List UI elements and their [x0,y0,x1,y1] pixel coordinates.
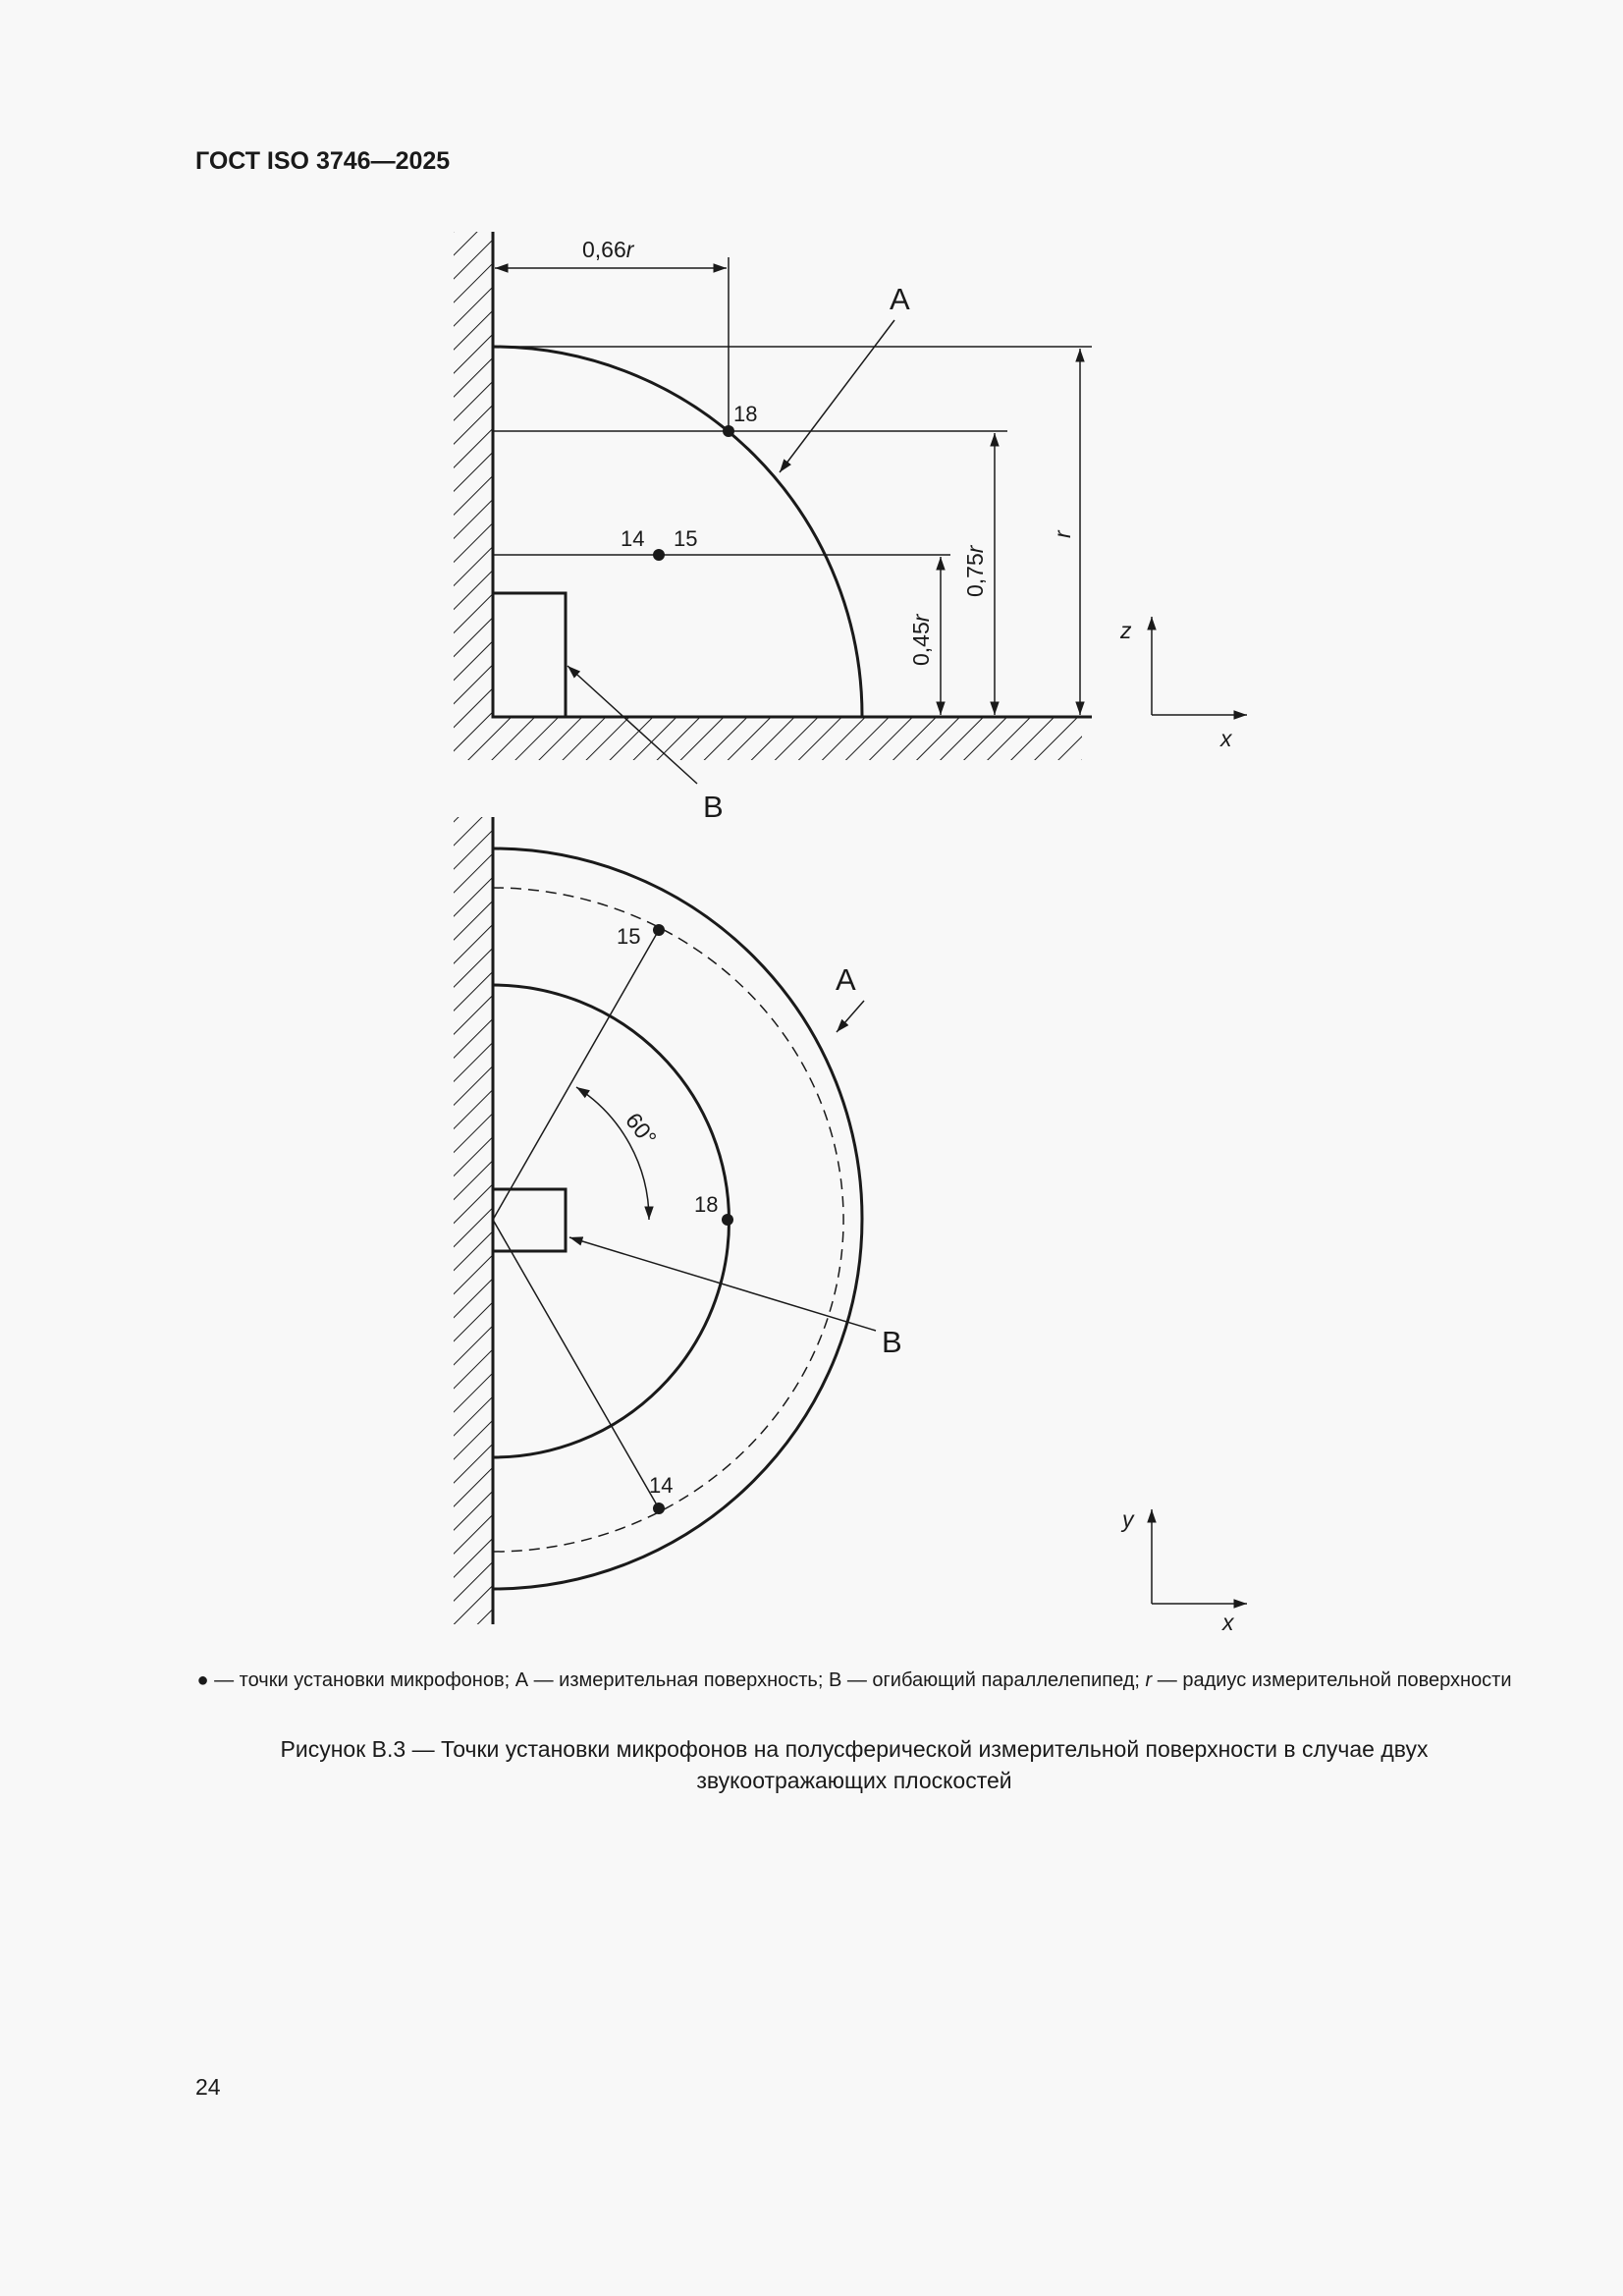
top-view [454,232,1247,784]
label-A-top: A [890,282,910,316]
wall-hatching [454,232,493,717]
label-A-bottom: A [836,962,856,997]
label-18-bottom: 18 [694,1192,719,1217]
bottom-view [454,817,1247,1624]
document-header: ГОСТ ISO 3746—2025 [195,147,451,175]
page-number: 24 [195,2074,221,2100]
dim-label-075r: 0,75r [962,545,988,597]
legend-text-2: — радиус измерительной поверхности [1152,1669,1512,1691]
radius-line-15 [493,930,659,1220]
legend-r: r [1145,1669,1153,1691]
legend-text-1: — точки установки микрофонов; А — измерительная поверхность; В — огибающий параллелепипед; [208,1669,1146,1691]
angle-label-60: 60° [621,1108,662,1151]
axis-label-x-top: x [1220,726,1232,751]
label-14-bottom: 14 [649,1473,674,1498]
mic-point-14-15-top [653,549,665,561]
wall-hatching-bottom [454,817,493,1624]
label-14-top: 14 [621,526,645,551]
dim-label-r: r [1050,530,1075,538]
mic-point-18-top [723,425,734,437]
label-B-top: B [703,790,724,824]
label-B-bottom: B [882,1325,902,1359]
label-18-top: 18 [733,402,758,426]
label-15-bottom: 15 [617,924,641,949]
axis-label-z: z [1120,618,1132,643]
angle-arc-60 [576,1087,649,1220]
floor-hatching [454,717,1082,760]
inner-semicircle [493,985,730,1457]
reference-box-bottom [493,1189,566,1251]
outer-semicircle [493,848,862,1589]
leader-A-top [780,320,894,472]
label-15-top: 15 [674,526,698,551]
mic-point-15-bottom [653,924,665,936]
mic-point-18-bottom [722,1214,733,1226]
axis-label-x-bottom: x [1222,1610,1234,1635]
mic-point-14-bottom [653,1503,665,1514]
leader-B-bottom [569,1237,876,1331]
dim-label-066r: 0,66r [582,237,634,262]
figure-legend [187,1667,1522,1694]
figure-caption: Рисунок В.3 — Точки установки микрофонов на полусферической измерительной поверхности в случае двух звукоотражающих плоскостей [280,1736,1429,1793]
radius-line-14 [493,1220,659,1508]
leader-A-bottom [837,1001,864,1032]
reference-box [493,593,566,717]
axis-label-y: y [1122,1506,1134,1532]
dim-label-045r: 0,45r [908,614,934,666]
bullet-icon: ● [196,1669,209,1691]
